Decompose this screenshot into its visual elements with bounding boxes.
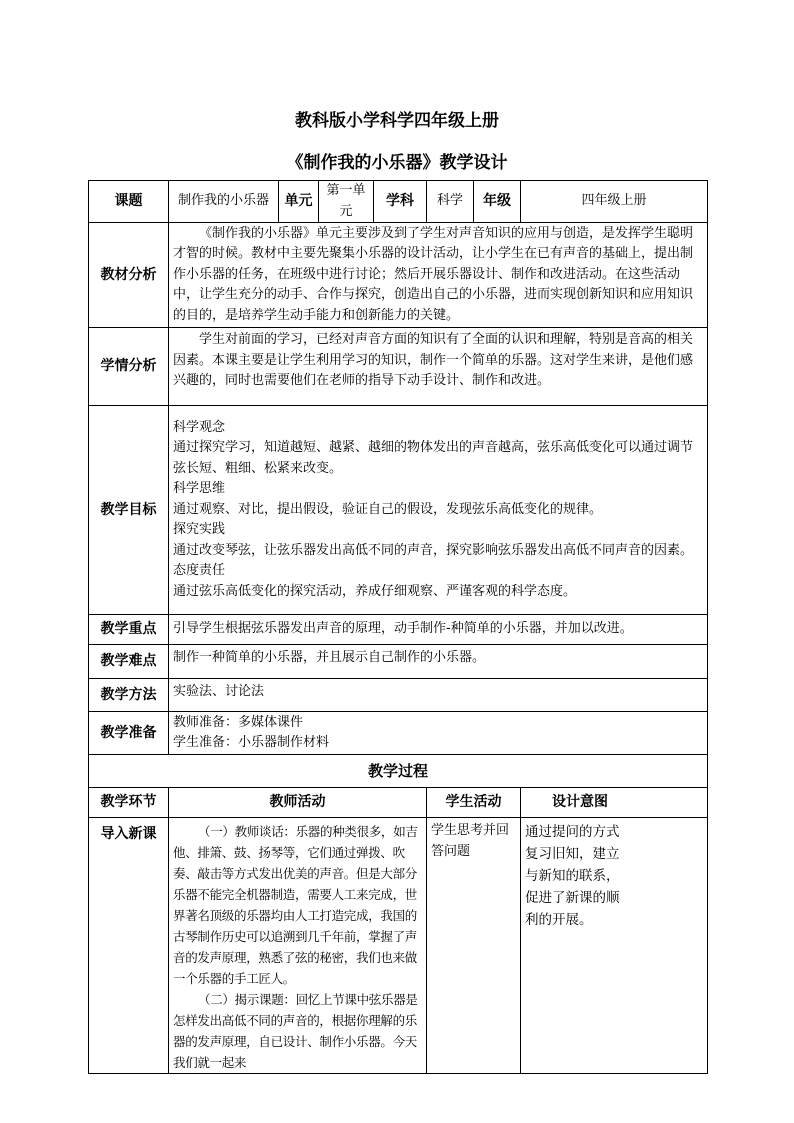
teacher-activity-paragraph: （一）教师谈话：乐器的种类很多，如吉他、排箫、鼓、扬琴等，它们通过弹拨、吹奏、敲击等方式发出优美的声音。但是大部分乐器不能完全机器制造，需要人工来完成，世界著名顶级的乐器均由人工打造完成，我国的古琴制作历史可以追溯到几千年前，掌握了声音的发声原理，熟悉了弦的秘密，我们也来做一个乐器的手工匠人。 (173, 824, 418, 986)
method-label: 教学方法 (89, 679, 169, 712)
goal-text: 通过探究学习，知道越短、越紧、越细的物体发出的声音越高，弦乐高低变化可以通过调节弦长短、粗细、松紧来改变。 (173, 440, 694, 476)
student-activity: 学生思考并回答问题 (427, 818, 521, 1074)
goals-row (89, 406, 708, 615)
teacher-activity-paragraph: （二）揭示课题：回忆上节课中弦乐器是怎样发出高低不同的声音的，根据你理解的乐器的发声原理，自已设计、制作小乐器。今天我们就一起来 (173, 992, 418, 1070)
column-header-teacher: 教师活动 (169, 788, 427, 818)
design-intent: 通过提问的方式复习旧知，建立与新知的联系，促进了新课的顺利的开展。 (521, 818, 708, 1074)
document-title: 教科版小学科学四年级上册 (295, 111, 499, 131)
material-row (89, 223, 708, 328)
students-text: 学生对前面的学习，已经对声音方面的知识有了全面的认识和理解，特别是音高的相关因素。本课主要是让学生利用学习的知识，制作一个简单的乐器。这对学生来讲，是他们感兴趣的，同时也需要他们在老师的指导下动手设计、制作和改进。 (169, 328, 708, 406)
goal-text: 通过观察、对比，提出假设，验证自己的假设，发现弦乐高低变化的规律。 (173, 501, 603, 517)
preparation-text (169, 712, 708, 755)
document-subtitle: 《制作我的小乐器》教学设计 (286, 153, 508, 173)
topic-value: 制作我的小乐器 (169, 181, 279, 223)
students-label: 学情分析 (89, 328, 169, 406)
key-point-row (89, 615, 708, 645)
stage-name: 导入新课 (89, 818, 169, 1074)
process-row (89, 818, 708, 1074)
teacher-activity (169, 818, 427, 1074)
teacher-preparation: 教师准备：多媒体课件 (173, 714, 304, 730)
grade-label: 年级 (474, 181, 521, 223)
goal-heading: 科学观念 (173, 419, 226, 435)
process-title-row (89, 755, 708, 788)
key-point-text: 引导学生根据弦乐器发出声音的原理，动手制作-种简单的小乐器，并加以改进。 (169, 615, 708, 645)
subject-label: 学科 (374, 181, 427, 223)
header-row (89, 181, 708, 223)
column-header-intent: 设计意图 (521, 788, 708, 818)
process-header-row (89, 788, 708, 818)
method-text: 实验法、讨论法 (169, 679, 708, 712)
subject-value: 科学 (427, 181, 474, 223)
material-label: 教材分析 (89, 223, 169, 328)
preparation-row (89, 712, 708, 755)
preparation-label: 教学准备 (89, 712, 169, 755)
grade-value: 四年级上册 (521, 181, 708, 223)
goal-heading: 态度责任 (173, 563, 226, 579)
difficulty-text: 制作一种简单的小乐器，并且展示自己制作的小乐器。 (169, 645, 708, 679)
unit-value: 第一单元 (319, 181, 374, 223)
lesson-plan-table (88, 180, 708, 1074)
goals-label: 教学目标 (89, 406, 169, 615)
difficulty-row (89, 645, 708, 679)
goal-heading: 科学思维 (173, 481, 226, 497)
column-header-student: 学生活动 (427, 788, 521, 818)
goal-text: 通过弦乐高低变化的探究活动，养成仔细观察、严谨客观的科学态度。 (173, 583, 577, 599)
topic-label: 课题 (89, 181, 169, 223)
process-title: 教学过程 (89, 755, 708, 788)
method-row (89, 679, 708, 712)
difficulty-label: 教学难点 (89, 645, 169, 679)
students-row (89, 328, 708, 406)
key-point-label: 教学重点 (89, 615, 169, 645)
goal-heading: 探究实践 (173, 522, 226, 538)
goals-text (169, 406, 708, 615)
column-header-stage: 教学环节 (89, 788, 169, 818)
material-text: 《制作我的小乐器》单元主要涉及到了学生对声音知识的应用与创造，是发挥学生聪明才智的时候。教材中主要先聚集小乐器的设计活动，让小学生在已有声音的基础上，提出制作小乐器的任务，在班级中进行讨论；然后开展乐器设计、制作和改进活动。在这些活动中，让学生充分的动手、合作与探究，创造出自己的小乐器，进而实现创新知识和应用知识的目的，是培养学生动手能力和创新能力的关键。 (169, 223, 708, 328)
unit-label: 单元 (279, 181, 319, 223)
student-preparation: 学生准备：小乐器制作材料 (173, 735, 330, 750)
goal-text: 通过改变琴弦，让弦乐器发出高低不同的声音，探究影响弦乐器发出高低不同声音的因素。 (173, 542, 694, 558)
